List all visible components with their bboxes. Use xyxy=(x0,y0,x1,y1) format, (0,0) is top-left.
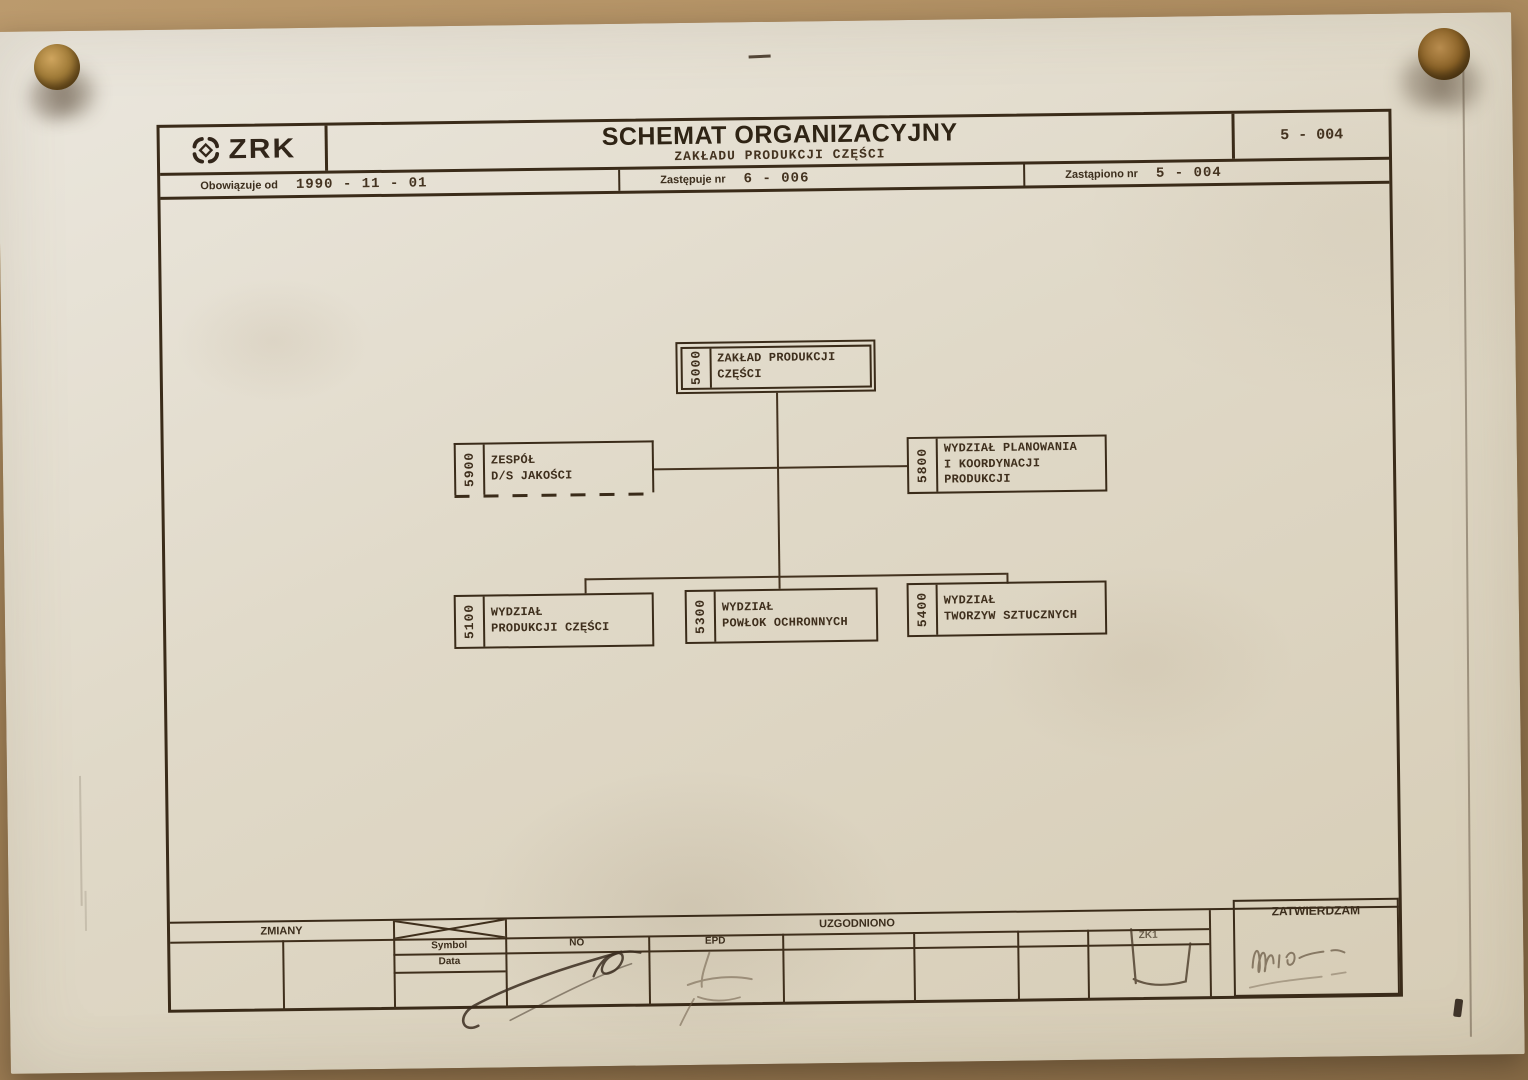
org-node-code-cell xyxy=(909,439,939,492)
org-node-code-cell xyxy=(456,445,486,495)
org-node-code-cell xyxy=(456,597,486,647)
table-line xyxy=(913,932,916,1002)
org-node-5900 xyxy=(454,440,655,495)
org-node-code: 5800 xyxy=(914,447,931,484)
connector-vertical-main xyxy=(776,393,781,589)
org-node-code: 5000 xyxy=(687,350,704,386)
org-node-label: WYDZIAŁ TWORZYW SZTUCZNYCH xyxy=(943,593,1078,624)
document-number: 5 - 004 xyxy=(1231,112,1389,159)
no-label: NO xyxy=(569,937,585,949)
edge-smudge xyxy=(79,776,83,906)
revision-x-mark xyxy=(393,919,505,938)
ink-blot xyxy=(1453,998,1463,1017)
org-node-5100 xyxy=(454,592,655,649)
superseded-cell xyxy=(1025,160,1389,186)
org-node-5000 xyxy=(675,339,876,394)
page-title: SCHEMAT ORGANIZACYJNY xyxy=(601,118,958,152)
org-node-code-cell xyxy=(687,592,717,642)
table-line xyxy=(782,934,785,1004)
org-chart-area xyxy=(161,189,1399,922)
table-line xyxy=(282,940,285,1010)
superseded-value: 5 - 004 xyxy=(1155,164,1222,182)
table-line xyxy=(394,970,506,973)
agreed-label: UZGODNIONO xyxy=(819,917,895,931)
org-node-5300 xyxy=(685,587,879,644)
title-block xyxy=(170,903,1400,1010)
org-node-label: ZAKŁAD PRODUKCJI CZĘŚCI xyxy=(716,350,836,382)
push-pin-right xyxy=(1418,28,1470,80)
epd-label: EPD xyxy=(704,935,726,947)
valid-from-value: 1990 - 11 - 01 xyxy=(295,174,428,193)
push-pin-left xyxy=(34,44,80,90)
replaces-value: 6 - 006 xyxy=(743,169,810,187)
connector-horizontal-bottom xyxy=(584,573,1006,581)
org-node-code: 5400 xyxy=(914,592,931,628)
drawing-frame xyxy=(156,109,1403,1013)
org-node-label: WYDZIAŁ PLANOWANIA I KOORDYNACJI PRODUKCJI xyxy=(943,439,1078,487)
org-node-code-cell xyxy=(909,585,939,635)
connector-drop-left xyxy=(584,578,586,593)
replaces-label: Zastępuje nr xyxy=(660,172,726,186)
table-line xyxy=(1017,931,1020,1001)
org-node-code: 5300 xyxy=(692,599,709,635)
table-line xyxy=(1209,910,1212,998)
logo-text: ZRK xyxy=(228,132,297,165)
connector-horizontal-staff xyxy=(654,465,907,470)
logo-cell xyxy=(160,126,329,173)
zk-label: ZK1 xyxy=(1138,929,1158,942)
approved-box xyxy=(1233,898,1400,997)
edge-smudge xyxy=(84,891,87,931)
org-node-code: 5100 xyxy=(461,604,478,640)
org-node-5800 xyxy=(907,434,1108,494)
approved-label: ZATWIERDZAM xyxy=(1271,903,1361,919)
changes-label: ZMIANY xyxy=(260,925,303,938)
org-node-5400 xyxy=(907,580,1108,637)
zrk-rosette-icon xyxy=(188,133,222,167)
replaces-cell xyxy=(620,165,1025,191)
superseded-label: Zastąpiono nr xyxy=(1065,167,1139,181)
org-node-label: WYDZIAŁ PRODUKCJI CZĘŚCI xyxy=(490,605,610,636)
org-node-label: WYDZIAŁ POWŁOK OCHRONNYCH xyxy=(721,600,848,631)
date-label: Data xyxy=(438,955,461,968)
registration-mark xyxy=(749,54,771,58)
org-node-code: 5900 xyxy=(461,452,478,488)
paper-sheet xyxy=(0,12,1525,1074)
symbol-label: Symbol xyxy=(431,939,468,952)
title-cell xyxy=(327,114,1232,171)
org-node-code-cell xyxy=(682,348,712,387)
paper-fold-line xyxy=(1462,49,1472,1037)
org-node-label: ZESPÓŁ D/S JAKOŚCI xyxy=(490,453,573,484)
valid-from-label: Obowiązuje od xyxy=(200,178,278,192)
page-subtitle: ZAKŁADU PRODUKCJI CZĘŚCI xyxy=(674,146,886,165)
